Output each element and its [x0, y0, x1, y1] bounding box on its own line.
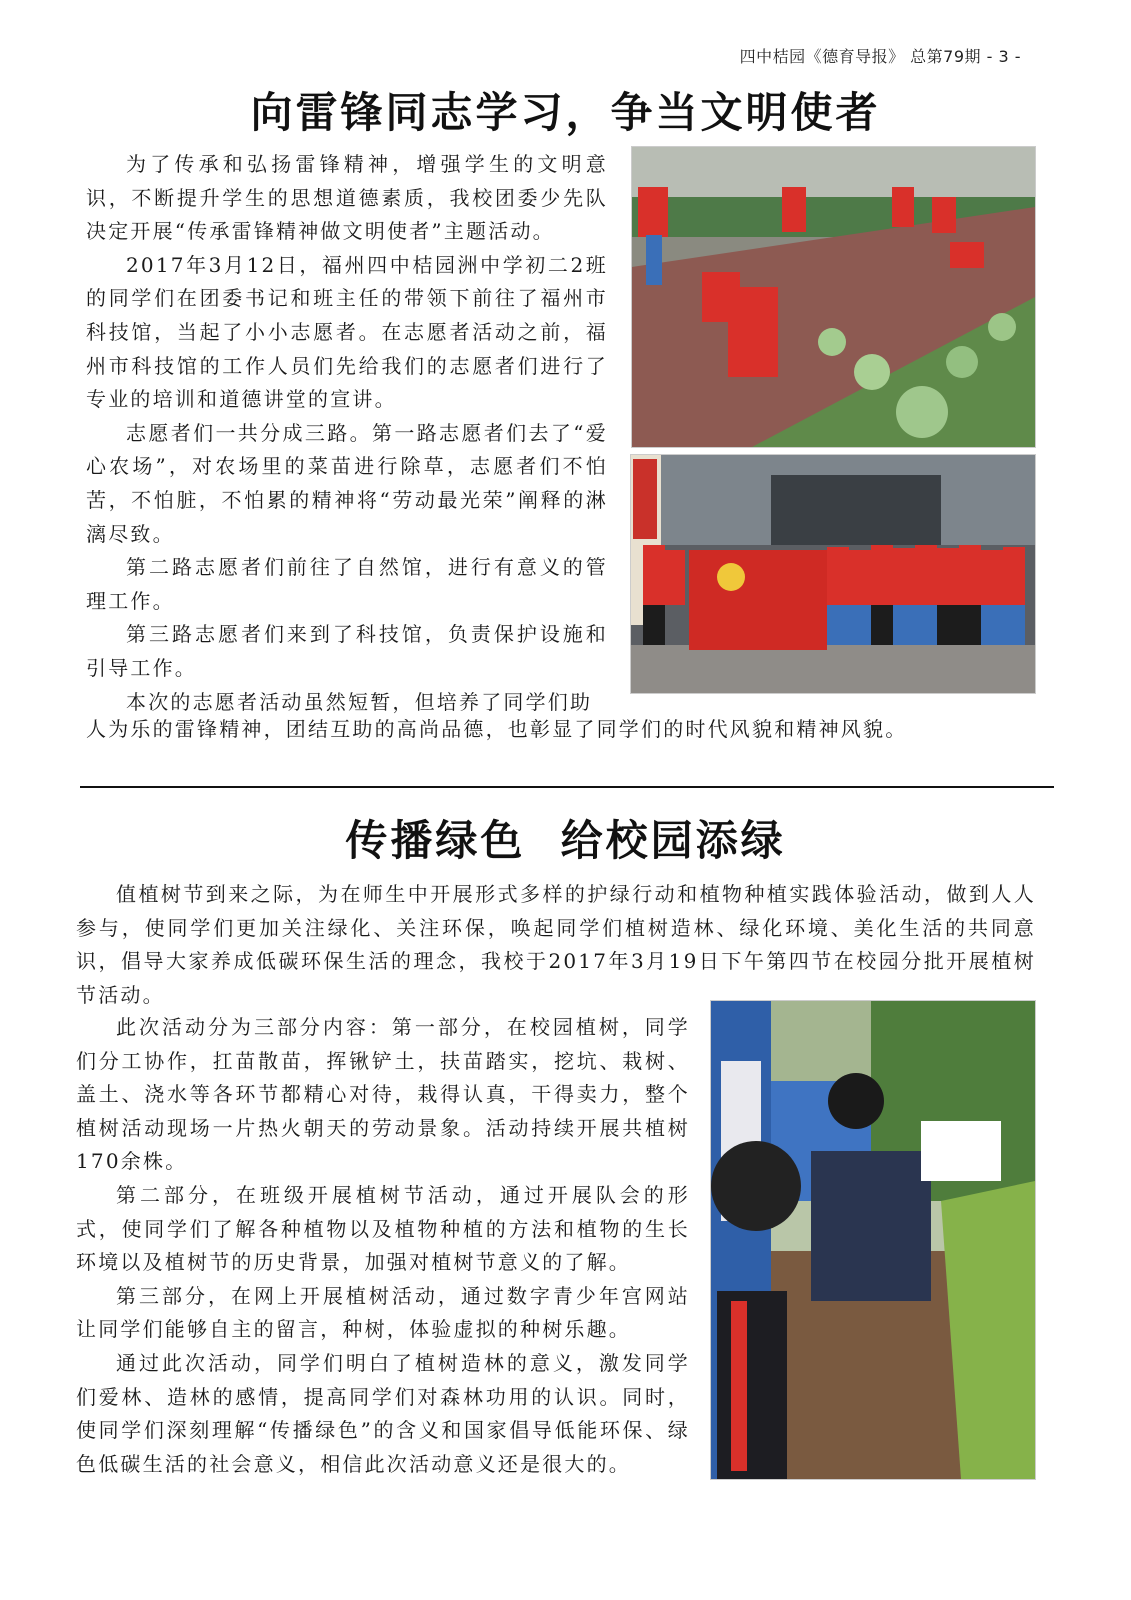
article2-paragraph: 第二部分，在班级开展植树节活动，通过开展队会的形式，使同学们了解各种植物以及植物种植的方法和植物的生长环境以及植树节的历史背景，加强对植树节意义的了解。: [76, 1182, 690, 1275]
article2-body: [76, 1011, 690, 1481]
article1-paragraph: 为了传承和弘扬雷锋精神，增强学生的文明意识，不断提升学生的思想道德素质，我校团委少先队决定开展“传承雷锋精神做文明使者”主题活动。: [86, 152, 608, 244]
article1-body: [86, 148, 608, 719]
article2-paragraph: 此次活动分为三部分内容：第一部分，在校园植树，同学们分工协作，扛苗散苗，挥锹铲土，扶苗踏实，挖坑、栽树、盖土、浇水等各环节都精心对待，栽得认真，干得卖力，整个植树活动现场一片热火朝天的劳动景象。活动持续开展共植树170余株。: [76, 1015, 690, 1174]
tree-planting-photo: [710, 1000, 1036, 1480]
article1-paragraph: 本次的志愿者活动虽然短暂，但培养了同学们助: [126, 689, 593, 714]
article2-paragraph: 通过此次活动，同学们明白了植树造林的意义，激发同学们爱林、造林的感情，提高同学们对森林功用的认识。同时，使同学们深刻理解“传播绿色”的含义和国家倡导低能环保、绿色低碳生活的社会意义，相信此次活动意义还是很大的。: [76, 1350, 690, 1476]
page-header: 四中桔园《德育导报》 总第79期 - 3 -: [739, 47, 1021, 66]
article1-closing-line: 人为乐的雷锋精神，团结互助的高尚品德，也彰显了同学们的时代风貌和精神风貌。: [86, 717, 908, 741]
farm-volunteers-photo: [631, 146, 1036, 448]
article1-paragraph: 第三路志愿者们来到了科技馆，负责保护设施和引导工作。: [86, 622, 608, 680]
article2-paragraph: 值植树节到来之际，为在师生中开展形式多样的护绿行动和植物种植实践体验活动，做到人人参与，使同学们更加关注绿化、关注环保，唤起同学们植树造林、绿化环境、美化生活的共同意识，倡导大家养成低碳环保生活的理念，我校于2017年3月19日下午第四节在校园分批开展植树节活动。: [76, 882, 1036, 1007]
article1-closing: [86, 713, 1046, 747]
article2-paragraph: 第三部分，在网上开展植树活动，通过数字青少年宫网站让同学们能够自主的留言，种树，体验虚拟的种树乐趣。: [76, 1283, 690, 1342]
article1-paragraph: 第二路志愿者们前往了自然馆，进行有意义的管理工作。: [86, 555, 608, 613]
article1-paragraph: 志愿者们一共分成三路。第一路志愿者们去了“爱心农场”，对农场里的菜苗进行除草，志愿者们不怕苦，不怕脏，不怕累的精神将“劳动最光荣”阐释的淋漓尽致。: [86, 420, 608, 546]
article-title-lei-feng: 向雷锋同志学习，争当文明使者: [250, 88, 881, 137]
article1-paragraph: 2017年3月12日，福州四中桔园洲中学初二2班的同学们在团委书记和班主任的带领下前往了福州市科技馆，当起了小小志愿者。在志愿者活动之前，福州市科技馆的工作人员们先给我们的志愿者们进行了专业的培训和道德讲堂的宣讲。: [86, 252, 608, 412]
group-flag-photo: [630, 454, 1036, 694]
article-title-green-campus: 传播绿色 给校园添绿: [345, 816, 786, 865]
section-divider: [80, 786, 1054, 788]
article2-intro: [76, 878, 1036, 1012]
